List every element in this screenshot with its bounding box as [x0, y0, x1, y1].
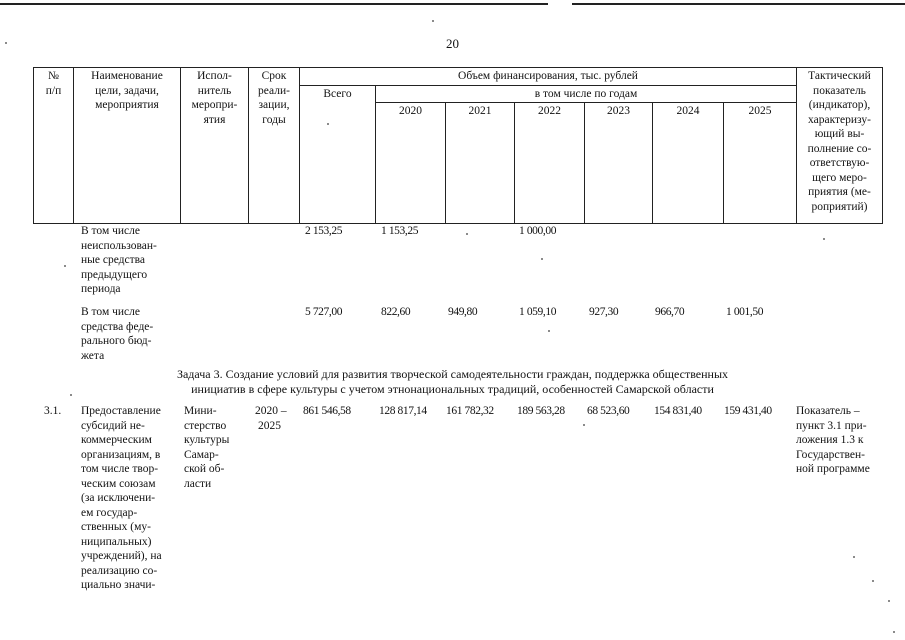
- row-federal-label: В том числе средства феде- рального бюд- жета: [81, 306, 154, 362]
- header-year-2021: 2021: [446, 103, 515, 224]
- row-31-2025: 159 431,40: [724, 405, 772, 417]
- row-31-executor: Мини- стерство культуры Самар- ской об- ласти: [184, 405, 230, 490]
- scan-line-top-left: [0, 3, 548, 5]
- row-31-2023: 68 523,60: [587, 405, 630, 417]
- scan-speck: [872, 580, 874, 582]
- row-31-name: Предоставление субсидий не- коммерческим организациям, в том числе твор- ческим союзам (за исключени- ем государ- ственных (му- ниципальных) учреждений), на реализацию со- циально значи-: [81, 405, 162, 591]
- row-unused-2020: 1 153,25: [381, 225, 419, 237]
- row-federal-2023: 927,30: [589, 306, 619, 318]
- header-total: Всего: [300, 85, 376, 224]
- row-unused-2022: 1 000,00: [519, 225, 557, 237]
- header-year-2020: 2020: [376, 103, 446, 224]
- row-31-2021: 161 782,32: [446, 405, 494, 417]
- header-years-label: в том числе по годам: [376, 85, 797, 103]
- row-federal-total: 5 727,00: [305, 306, 343, 318]
- scan-speck: [432, 20, 434, 22]
- scan-speck: [541, 258, 543, 260]
- row-federal-2021: 949,80: [448, 306, 478, 318]
- row-unused-total: 2 153,25: [305, 225, 343, 237]
- row-31-2020: 128 817,14: [379, 405, 427, 417]
- row-31-total: 861 546,58: [303, 405, 351, 417]
- row-31-2024: 154 831,40: [654, 405, 702, 417]
- scan-speck: [548, 330, 550, 332]
- row-federal-2022: 1 059,10: [519, 306, 557, 318]
- header-year-2023: 2023: [585, 103, 653, 224]
- page-number: 20: [446, 36, 459, 51]
- scan-speck: [466, 233, 468, 235]
- row-31-indicator: Показатель – пункт 3.1 при- ложения 1.3 к Государствен- ной программе: [796, 405, 870, 475]
- header-col-name: Наименование цели, задачи, мероприятия: [74, 68, 181, 224]
- row-31-term: 2020 – 2025: [255, 405, 287, 432]
- scan-speck: [853, 556, 855, 558]
- row-31-2022: 189 563,28: [517, 405, 565, 417]
- scan-speck: [70, 394, 72, 396]
- scan-speck: [893, 631, 895, 633]
- header-col-indicator: Тактический показатель (индикатор), характеризу- ющий вы- полнение со- ответствую- щего меро- приятия (ме- роприятий): [797, 68, 883, 224]
- row-unused-label: В том числе неиспользован- ные средства предыдущего периода: [81, 225, 157, 295]
- scan-line-top-right: [572, 3, 905, 5]
- header-year-2024: 2024: [653, 103, 724, 224]
- scan-speck: [5, 42, 7, 44]
- row-federal-2025: 1 001,50: [726, 306, 764, 318]
- header-funding-title: Объем финансирования, тыс. рублей: [300, 68, 797, 86]
- header-col-no: № п/п: [34, 68, 74, 224]
- header-table: [33, 67, 883, 224]
- scan-speck: [583, 424, 585, 426]
- header-col-executor: Испол- нитель меропри- ятия: [181, 68, 249, 224]
- task3-heading: Задача 3. Создание условий для развития творческой самодеятельности граждан, поддержка общественных инициатив в сфере культуры с учетом этнонациональных традиций, особенностей Самарской области: [176, 367, 729, 396]
- scan-speck: [64, 265, 66, 267]
- scan-speck: [823, 238, 825, 240]
- scan-speck: [327, 123, 329, 125]
- header-year-2025: 2025: [724, 103, 797, 224]
- row-federal-2020: 822,60: [381, 306, 411, 318]
- row-federal-2024: 966,70: [655, 306, 685, 318]
- header-col-term: Срок реали- зации, годы: [249, 68, 300, 224]
- scan-speck: [888, 600, 890, 602]
- header-year-2022: 2022: [515, 103, 585, 224]
- row-31-number: 3.1.: [44, 405, 62, 417]
